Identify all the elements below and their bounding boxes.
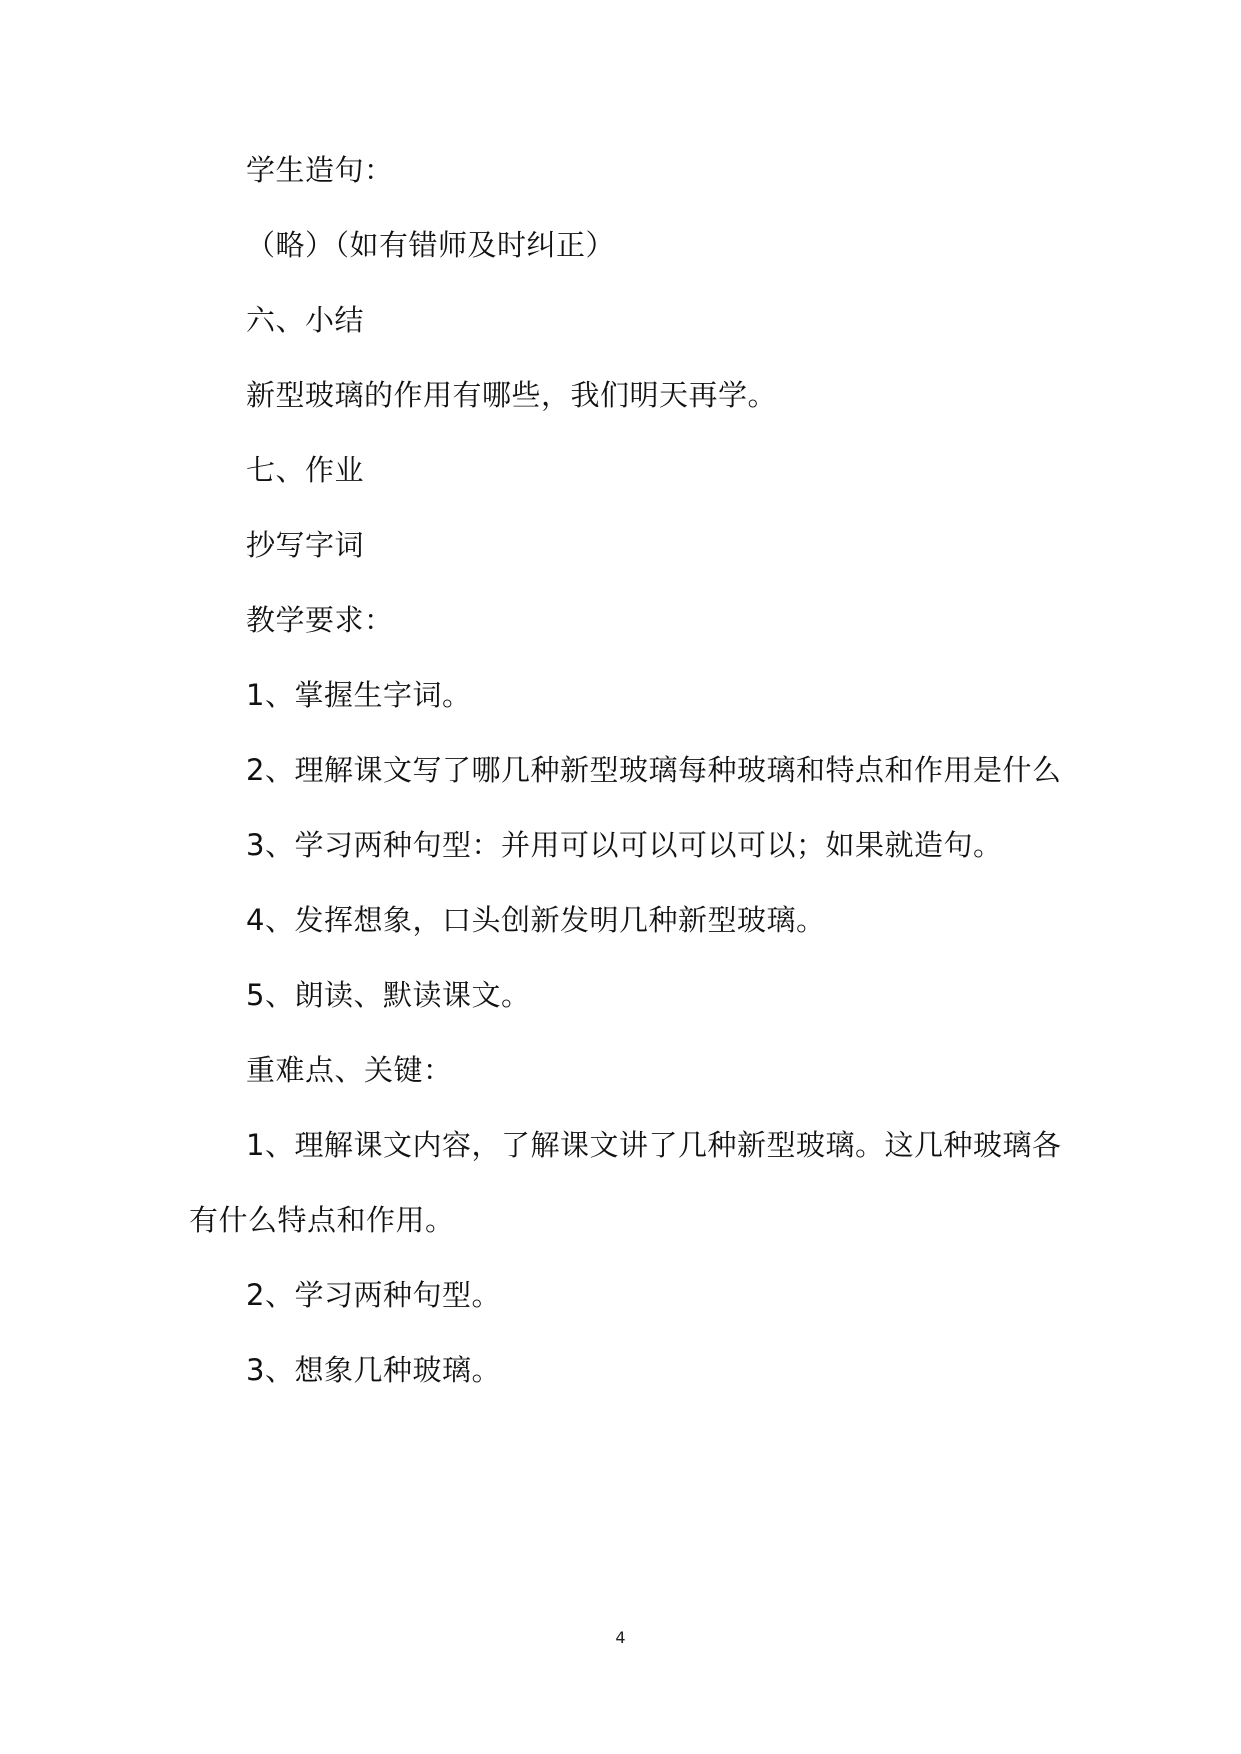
text-line: 新型玻璃的作用有哪些，我们明天再学。 [246, 378, 778, 412]
text-line: （略）（如有错师及时纠正） [246, 228, 616, 262]
text-line: 抄写字词 [246, 528, 365, 562]
list-item: 2、学习两种句型。 [246, 1278, 501, 1312]
list-item: 5、朗读、默读课文。 [246, 978, 531, 1012]
text-line: 重难点、关键： [246, 1053, 453, 1087]
list-item: 4、发挥想象，口头创新发明几种新型玻璃。 [246, 903, 826, 937]
list-item-continuation: 有什么特点和作用。 [189, 1203, 455, 1237]
list-item: 3、学习两种句型：并用可以可以可以可以；如果就造句。 [246, 828, 1003, 862]
text-line: 教学要求： [246, 603, 394, 637]
list-item: 2、理解课文写了哪几种新型玻璃每种玻璃和特点和作用是什么 [246, 753, 1062, 787]
section-heading: 六、小结 [246, 303, 365, 337]
text-line: 学生造句： [246, 153, 394, 187]
list-item: 3、想象几种玻璃。 [246, 1353, 501, 1387]
page-number: 4 [615, 1628, 626, 1647]
section-heading: 七、作业 [246, 453, 365, 487]
list-item: 1、掌握生字词。 [246, 678, 472, 712]
list-item: 1、理解课文内容，了解课文讲了几种新型玻璃。这几种玻璃各 [246, 1128, 1062, 1162]
